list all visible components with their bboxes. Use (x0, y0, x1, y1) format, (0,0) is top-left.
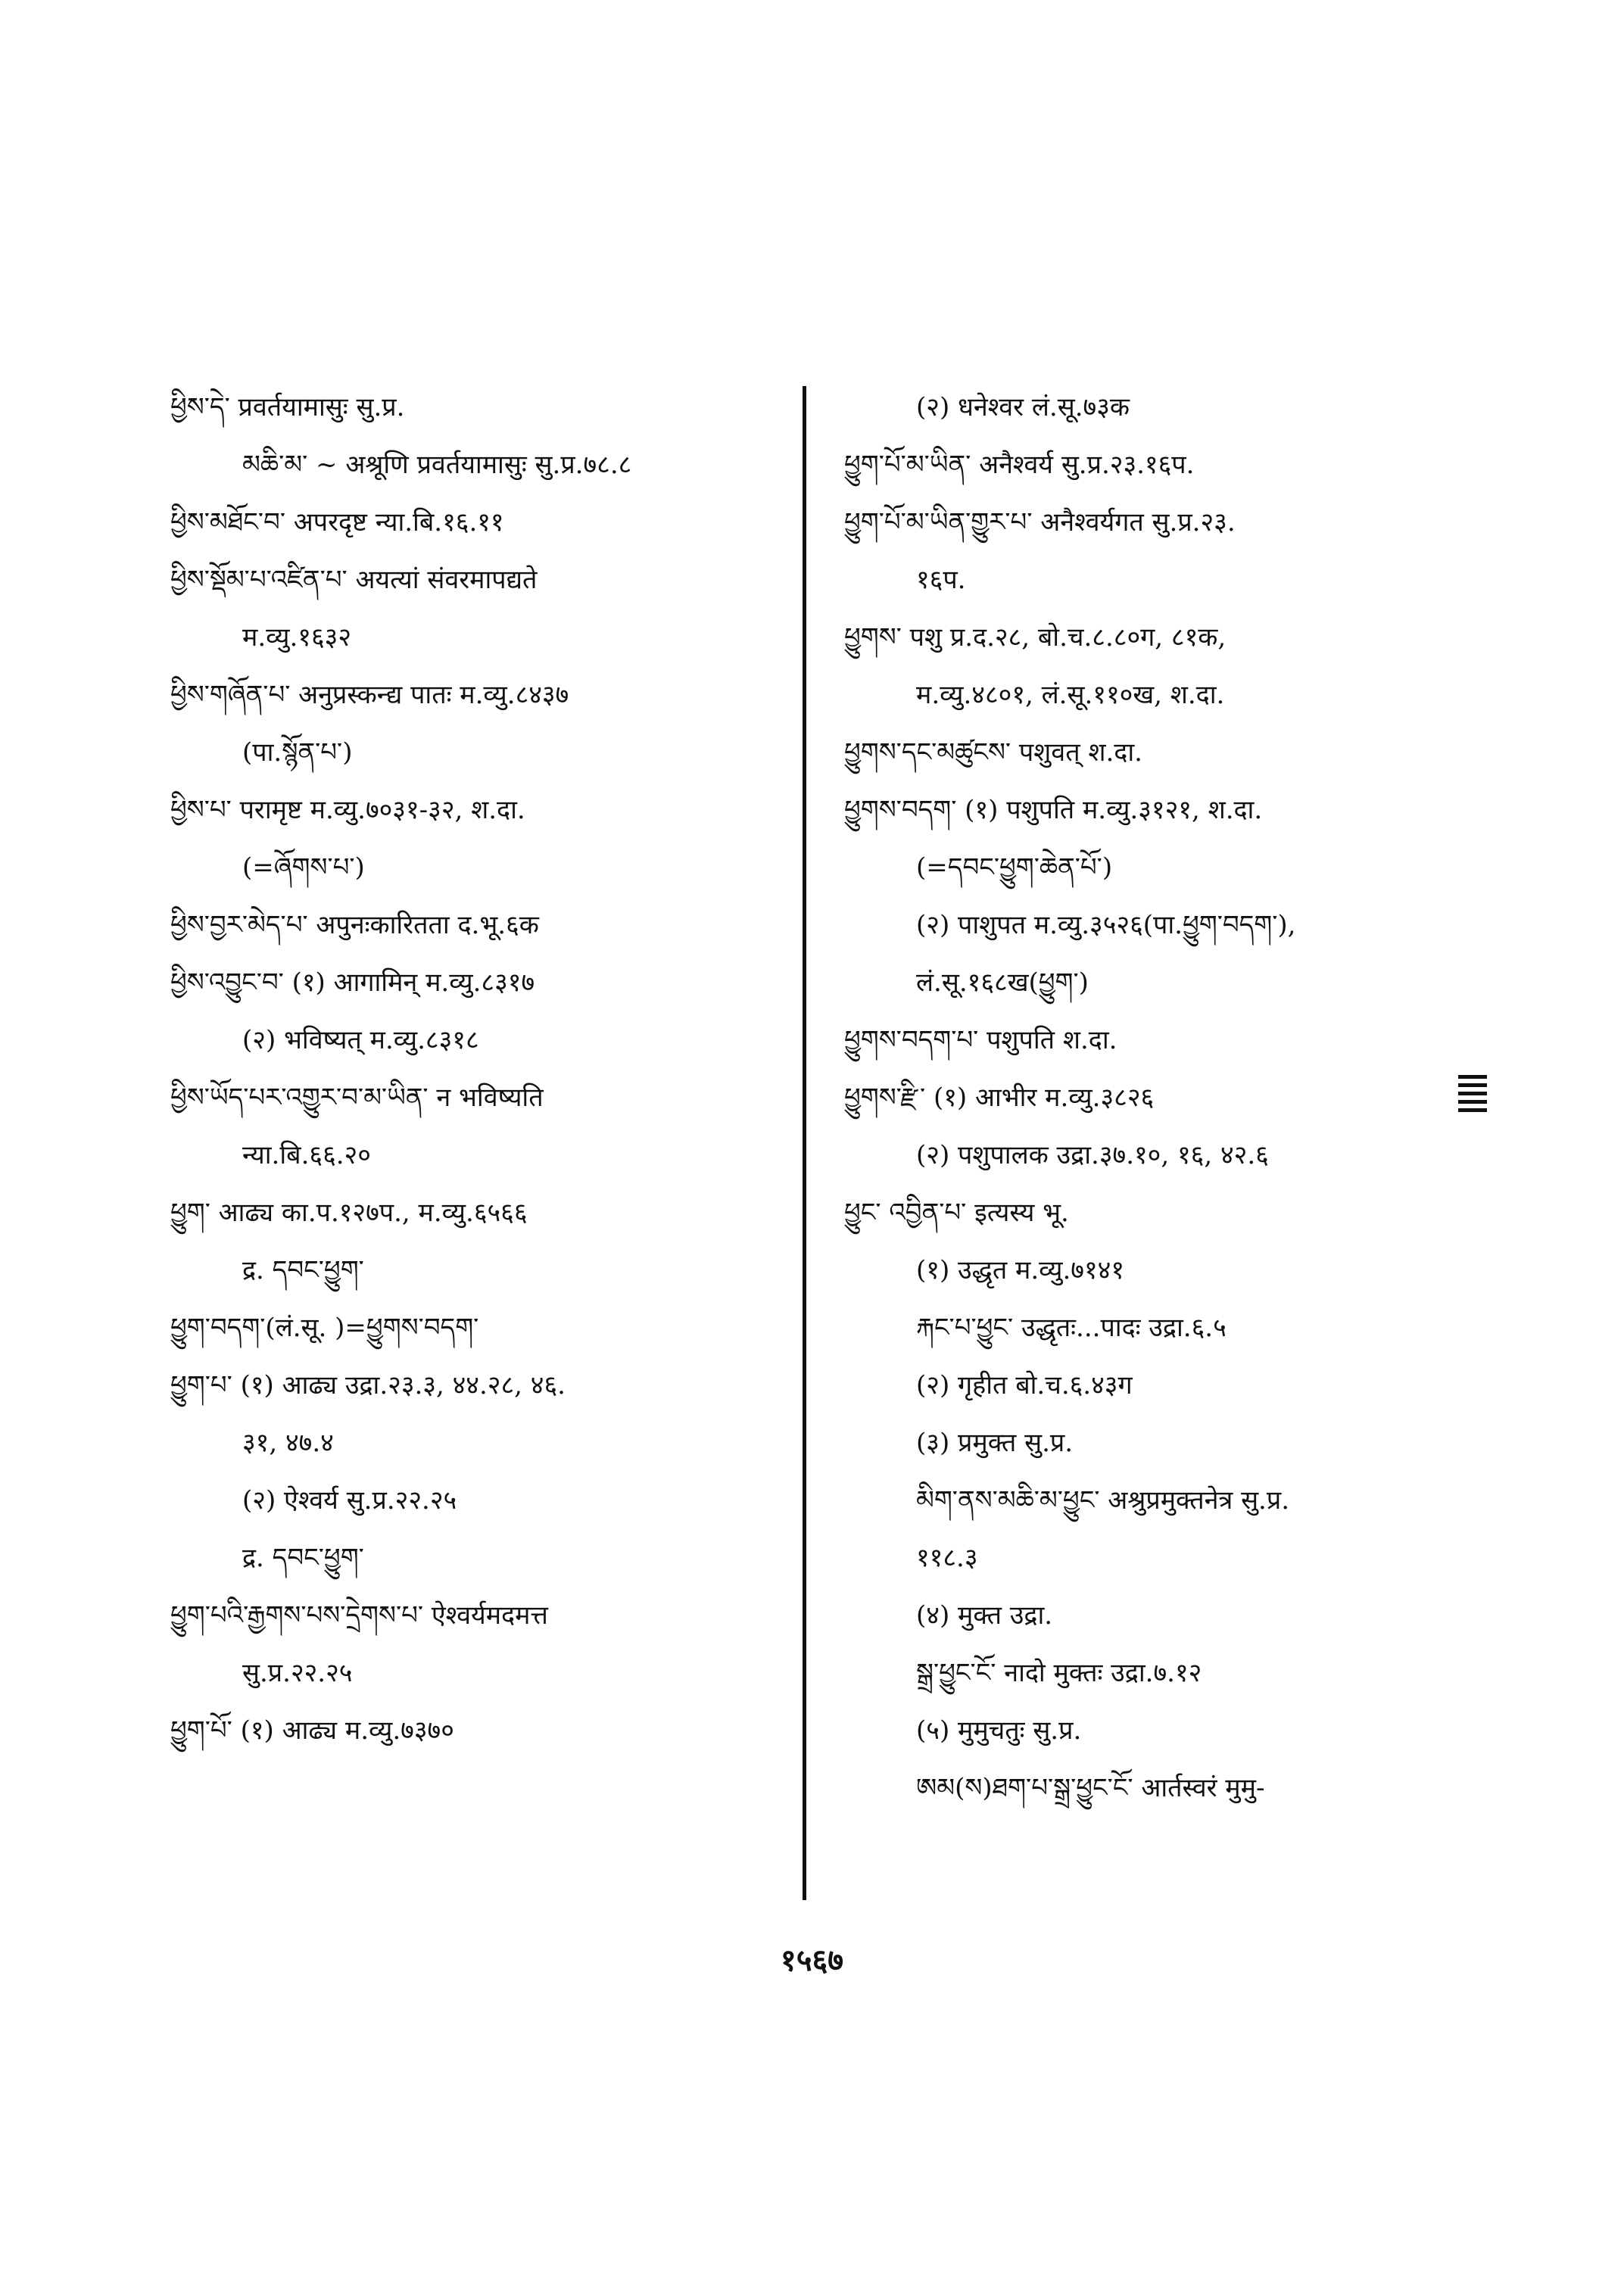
dictionary-line: (=དབང་ཕྱུག་ཆེན་པོ་) (916, 852, 1113, 883)
dictionary-line: ཕྱིས་དེ་ प्रवर्तयामासुः सु.प्र. (170, 392, 405, 422)
dictionary-line: (=ཞོགས་པ་) (242, 852, 365, 883)
dictionary-line: ཨམ(ས)ཐག་པ་སྒྲ་ཕྱུང་ངོ་ आर्तस्वरं मुमु- (916, 1773, 1265, 1803)
dictionary-line: (पा.སྙོན་པ་) (242, 737, 353, 768)
dictionary-line: ཕྱུང་ འབྱིན་པ་ इत्यस्य भू. (844, 1198, 1069, 1228)
dictionary-line: द्र. དབང་ཕྱུག་ (242, 1543, 364, 1573)
dictionary-line: (२) भविष्यत् म.व्यु.८३१८ (242, 1025, 479, 1055)
margin-thumb-mark (1458, 1075, 1487, 1120)
column-divider (803, 386, 806, 1900)
dictionary-line: (२) पाशुपत म.व्यु.३५२६(पा.ཕྱུག་བདག་), (916, 910, 1296, 940)
dictionary-line: सु.प्र.२२.२५ (242, 1658, 353, 1688)
dictionary-line: (४) मुक्त उद्रा. (916, 1600, 1053, 1631)
dictionary-line: ཕྱུགས་ पशु प्र.द.२८, बो.च.८.८०ग, ८१क, (844, 622, 1227, 653)
dictionary-line: द्र. དབང་ཕྱུག་ (242, 1255, 364, 1285)
dictionary-line: ११८.३ (916, 1543, 978, 1573)
dictionary-line: མཆི་མ་ ~ अश्रूणि प्रवर्तयामासुः सु.प्र.७८.८ (242, 450, 632, 480)
dictionary-line: ཕྱིས་གཞོན་པ་ अनुप्रस्कन्द्य पातः म.व्यु.८४३७ (170, 680, 569, 710)
dictionary-line: རྐང་པ་ཕྱུང་ उद्धृतः...पादः उद्रा.६.५ (916, 1313, 1227, 1343)
dictionary-line: ཕྱུག་པ་ (१) आढ्य उद्रा.२३.३, ४४.२८, ४६. (170, 1370, 566, 1400)
dictionary-line: ཕྱིས་མཐོང་བ་ अपरदृष्ट न्या.बि.१६.११ (170, 507, 504, 537)
dictionary-line: ཕྱིས་ཡོད་པར་འགྱུར་བ་མ་ཡིན་ न भविष्यति (170, 1083, 544, 1113)
dictionary-line: ཕྱིས་བྱར་མེད་པ་ अपुनःकारितता द.भू.६क (170, 910, 539, 940)
page-number: १५६७ (780, 1943, 844, 1978)
dictionary-line: (२) गृहीत बो.च.६.४३ग (916, 1370, 1133, 1400)
dictionary-line: म.व्यु.१६३२ (242, 622, 352, 653)
dictionary-line: ཕྱིས་འབྱུང་བ་ (१) आगामिन् म.व्यु.८३१७ (170, 967, 535, 998)
dictionary-line: (२) ऐश्वर्य सु.प्र.२२.२५ (242, 1485, 457, 1516)
dictionary-line: (२) धनेश्वर लं.सू.७३क (916, 392, 1130, 422)
dictionary-line: ཕྱུག་པའི་རྒྱགས་པས་དྲེགས་པ་ ऐश्वर्यमदमत्त (170, 1600, 548, 1631)
dictionary-line: लं.सू.१६८ख(ཕྱུག་) (916, 967, 1089, 998)
dictionary-line: སྒྲ་ཕྱུང་ངོ་ नादो मुक्तः उद्रा.७.१२ (916, 1658, 1202, 1688)
dictionary-line: ཕྱུགས་བདག་ (१) पशुपति म.व्यु.३१२१, श.दा. (844, 795, 1263, 825)
dictionary-line: १६प. (916, 565, 966, 595)
dictionary-line: ཕྱུག་བདག་(लं.सू. )=ཕྱུགས་བདག་ (170, 1313, 479, 1343)
dictionary-line: མིག་ནས་མཆི་མ་ཕྱུང་ अश्रुप्रमुक्तनेत्र सु.प्र. (916, 1485, 1290, 1516)
dictionary-line: ཕྱུག་པོ་མ་ཡིན་ अनैश्वर्य सु.प्र.२३.१६प. (844, 450, 1195, 480)
dictionary-line: ཕྱུགས་དང་མཚུངས་ पशुवत् श.दा. (844, 737, 1142, 768)
dictionary-line: म.व्यु.४८०१, लं.सू.११०ख, श.दा. (916, 680, 1225, 710)
dictionary-line: (२) पशुपालक उद्रा.३७.१०, १६, ४२.६ (916, 1140, 1269, 1170)
dictionary-line: ཕྱིས་སྡོམ་པ་འཛིན་པ་ अयत्यां संवरमापद्यते (170, 565, 538, 595)
dictionary-line: (५) मुमुचतुः सु.प्र. (916, 1715, 1082, 1746)
left-column (170, 379, 776, 1893)
dictionary-line: (१) उद्धृत म.व्यु.७१४१ (916, 1255, 1125, 1285)
dictionary-line: न्या.बि.६६.२० (242, 1140, 371, 1170)
dictionary-line: ཕྱིས་པ་ परामृष्ट म.व्यु.७०३१-३२, श.दा. (170, 795, 525, 825)
dictionary-line: ཕྱུགས་རྫི་ (१) आभीर म.व्यु.३८२६ (844, 1083, 1155, 1113)
dictionary-line: (३) प्रमुक्त सु.प्र. (916, 1428, 1074, 1458)
dictionary-line: ३१, ४७.४ (242, 1428, 334, 1458)
dictionary-line: ཕྱུག་ आढ्य का.प.१२७प., म.व्यु.६५६६ (170, 1198, 528, 1228)
dictionary-line: ཕྱུགས་བདག་པ་ पशुपति श.दा. (844, 1025, 1117, 1055)
dictionary-line: ཕྱུག་པོ་ (१) आढ्य म.व्यु.७३७० (170, 1715, 454, 1746)
dictionary-line: ཕྱུག་པོ་མ་ཡིན་གྱུར་པ་ अनैश्वर्यगत सु.प्र.२३. (844, 507, 1236, 537)
right-column (844, 379, 1442, 1893)
